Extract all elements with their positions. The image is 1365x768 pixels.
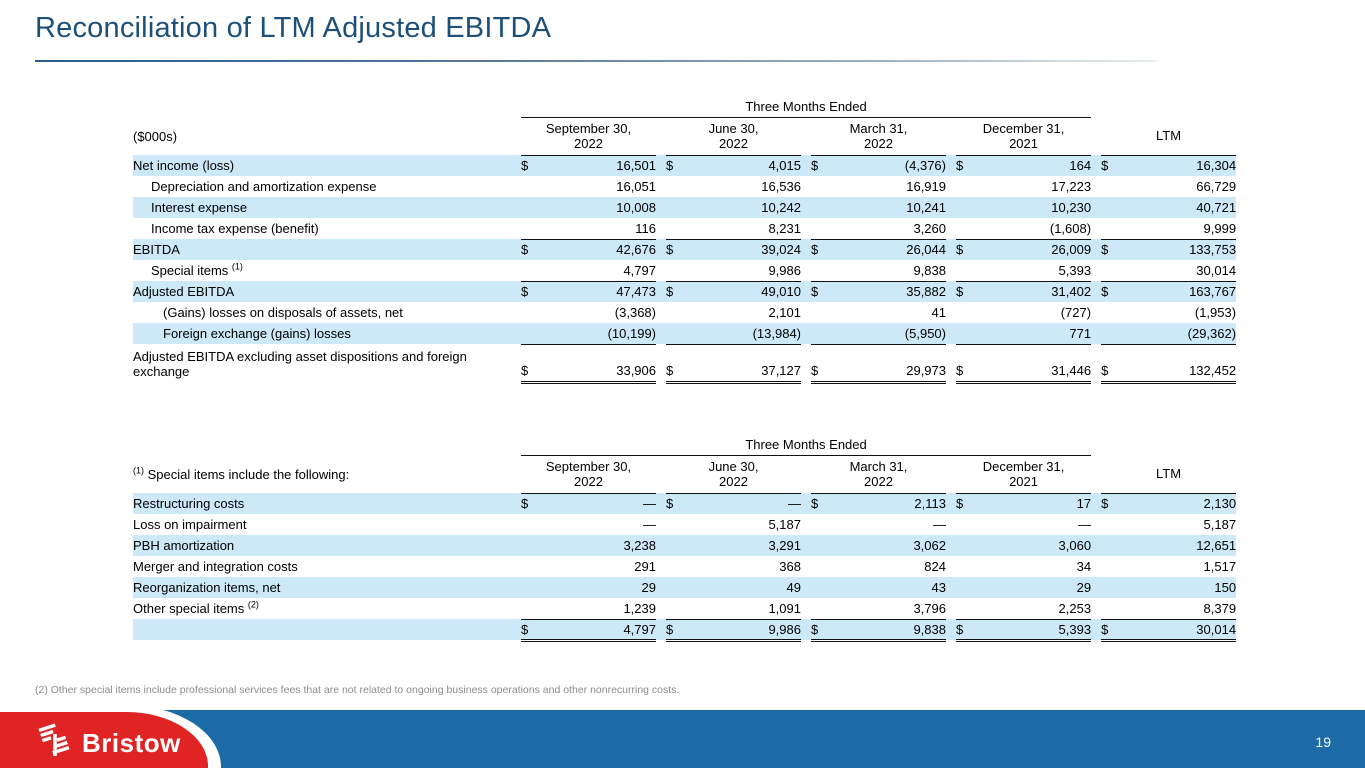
special-items-detail <box>133 434 1236 642</box>
value-cell: (29,362) <box>1121 323 1236 344</box>
value-cell: 2,130 <box>1121 493 1236 514</box>
value-cell: 10,242 <box>686 197 801 218</box>
dollar-sign-cell <box>521 218 541 239</box>
value-cell: 16,919 <box>906 179 946 194</box>
dollar-sign-cell <box>1101 176 1121 197</box>
dollar-sign-cell <box>811 218 831 239</box>
value-cell: 29 <box>976 577 1091 598</box>
dollar-sign-cell <box>666 577 686 598</box>
dollar-sign-cell <box>666 323 686 344</box>
dollar-sign-cell <box>1101 556 1121 577</box>
special-items-table-container <box>133 434 1236 642</box>
value-cell: 66,729 <box>1196 179 1237 194</box>
dollar-sign-cell: $ <box>666 155 686 176</box>
table-row <box>133 598 1236 619</box>
page-title: Reconciliation of LTM Adjusted EBITDA <box>35 12 552 44</box>
row-label: Merger and integration costs <box>133 559 298 574</box>
dollar-sign-cell <box>521 302 541 323</box>
row-label: (Gains) losses on disposals of assets, net <box>163 305 403 320</box>
value-cell: 2,113 <box>831 493 946 514</box>
value-cell: 4,797 <box>541 619 656 640</box>
value-cell: 5,187 <box>1203 517 1237 532</box>
dollar-sign-cell <box>521 514 541 535</box>
bristow-logo-text: Bristow <box>82 728 181 758</box>
value-cell: 1,517 <box>1203 559 1237 574</box>
value-cell: 49 <box>686 577 801 598</box>
dollar-sign-cell: $ <box>1101 239 1121 260</box>
value-cell: 3,260 <box>913 220 946 236</box>
table-row <box>133 323 1236 344</box>
value-cell: 9,838 <box>913 262 946 278</box>
value-cell: 132,452 <box>1121 344 1236 382</box>
dollar-sign-cell <box>811 556 831 577</box>
dollar-sign-cell <box>956 514 976 535</box>
value-cell: 16,051 <box>616 179 656 194</box>
dollar-sign-cell <box>956 218 976 239</box>
dollar-sign-cell <box>1101 302 1121 323</box>
column-header: March 31, 2022 <box>811 117 946 155</box>
dollar-sign-cell <box>521 535 541 556</box>
column-header: December 31, 2021 <box>956 455 1091 493</box>
value-cell: 29,973 <box>831 344 946 382</box>
table-row <box>133 176 1236 197</box>
value-cell: 163,767 <box>1121 281 1236 302</box>
table-row <box>133 556 1236 577</box>
row-label: Loss on impairment <box>133 517 247 532</box>
dollar-sign-cell <box>521 577 541 598</box>
dollar-sign-cell: $ <box>956 239 976 260</box>
row-label: Adjusted EBITDA <box>133 281 521 302</box>
dollar-sign-cell <box>956 323 976 344</box>
value-cell: — <box>933 517 946 532</box>
value-cell: 16,536 <box>761 179 801 194</box>
span-header: Three Months Ended <box>521 96 1091 117</box>
value-cell: 1,091 <box>768 600 801 616</box>
dollar-sign-cell <box>666 598 686 619</box>
value-cell: 3,060 <box>976 535 1091 556</box>
value-cell: 29 <box>541 577 656 598</box>
dollar-sign-cell: $ <box>811 281 831 302</box>
dollar-sign-cell: $ <box>956 344 976 382</box>
column-header: September 30, 2022 <box>521 117 656 155</box>
value-cell: 42,676 <box>541 239 656 260</box>
dollar-sign-cell <box>811 302 831 323</box>
dollar-sign-cell: $ <box>666 239 686 260</box>
dollar-sign-cell <box>1101 323 1121 344</box>
value-cell: (10,199) <box>541 323 656 344</box>
dollar-sign-cell <box>521 323 541 344</box>
value-cell: 5,393 <box>1058 262 1092 278</box>
value-cell: — <box>686 493 801 514</box>
dollar-sign-cell: $ <box>521 344 541 382</box>
row-label: Income tax expense (benefit) <box>151 221 319 236</box>
value-cell: 8,231 <box>768 220 801 236</box>
footer-bar <box>0 710 1365 768</box>
dollar-sign-cell <box>956 302 976 323</box>
value-cell: 12,651 <box>1121 535 1236 556</box>
row-label <box>133 619 521 640</box>
dollar-sign-cell <box>811 260 831 281</box>
value-cell: 1,239 <box>623 600 656 616</box>
row-label: Other special items $^{(2)}$ <box>133 599 259 616</box>
dollar-sign-cell <box>811 197 831 218</box>
dollar-sign-cell <box>811 535 831 556</box>
dollar-sign-cell <box>666 218 686 239</box>
table-row <box>133 302 1236 323</box>
dollar-sign-cell <box>956 197 976 218</box>
dollar-sign-cell <box>521 598 541 619</box>
dollar-sign-cell <box>811 598 831 619</box>
value-cell: 16,501 <box>541 155 656 176</box>
value-cell: 16,304 <box>1121 155 1236 176</box>
value-cell: 9,986 <box>686 619 801 640</box>
table-row <box>133 239 1236 260</box>
dollar-sign-cell <box>666 197 686 218</box>
value-cell: 17 <box>976 493 1091 514</box>
dollar-sign-cell <box>1101 577 1121 598</box>
value-cell: 5,187 <box>768 517 801 532</box>
table-row <box>133 514 1236 535</box>
ltm-ebitda-table-container <box>133 96 1236 384</box>
dollar-sign-cell <box>1101 514 1121 535</box>
dollar-sign-cell <box>521 176 541 197</box>
value-cell: 40,721 <box>1121 197 1236 218</box>
dollar-sign-cell <box>811 514 831 535</box>
value-cell: 34 <box>1076 559 1092 574</box>
dollar-sign-cell: $ <box>811 493 831 514</box>
span-header-row <box>133 434 1236 455</box>
value-cell: 35,882 <box>831 281 946 302</box>
dollar-sign-cell: $ <box>956 493 976 514</box>
dollar-sign-cell <box>1101 197 1121 218</box>
dollar-sign-cell <box>1101 260 1121 281</box>
table-row <box>133 218 1236 239</box>
dollar-sign-cell: $ <box>1101 155 1121 176</box>
value-cell: 30,014 <box>1196 262 1237 278</box>
dollar-sign-cell <box>521 260 541 281</box>
dollar-sign-cell: $ <box>1101 619 1121 640</box>
value-cell: 368 <box>779 559 801 574</box>
row-label: Reorganization items, net <box>133 577 521 598</box>
value-cell: 150 <box>1121 577 1236 598</box>
value-cell: 31,446 <box>976 344 1091 382</box>
dollar-sign-cell: $ <box>811 344 831 382</box>
value-cell: — <box>541 493 656 514</box>
ltm-adjusted-ebitda-reconciliation <box>133 96 1236 384</box>
dollar-sign-cell <box>956 176 976 197</box>
value-cell: 37,127 <box>686 344 801 382</box>
dollar-sign-cell: $ <box>666 344 686 382</box>
value-cell: (13,984) <box>686 323 801 344</box>
row-label: Special items $^{(1)}$ <box>151 261 243 278</box>
row-label: Foreign exchange (gains) losses <box>133 323 521 344</box>
dollar-sign-cell <box>666 302 686 323</box>
dollar-sign-cell <box>811 577 831 598</box>
value-cell: 3,062 <box>831 535 946 556</box>
dollar-sign-cell: $ <box>521 493 541 514</box>
dollar-sign-cell <box>956 577 976 598</box>
table-row <box>133 281 1236 302</box>
value-cell: 31,402 <box>976 281 1091 302</box>
value-cell: (1,608) <box>1049 220 1092 236</box>
value-cell: 116 <box>635 220 656 236</box>
table-row <box>133 155 1236 176</box>
table-row <box>133 577 1236 598</box>
table-row <box>133 197 1236 218</box>
value-cell: 771 <box>976 323 1091 344</box>
value-cell: (3,368) <box>614 305 656 320</box>
value-cell: 3,291 <box>686 535 801 556</box>
table-row <box>133 493 1236 514</box>
row-label: Restructuring costs <box>133 493 521 514</box>
dollar-sign-cell <box>666 556 686 577</box>
value-cell: 26,044 <box>831 239 946 260</box>
value-cell: 2,253 <box>1058 600 1092 616</box>
dollar-sign-cell <box>1101 535 1121 556</box>
dollar-sign-cell: $ <box>811 239 831 260</box>
value-cell: 4,015 <box>686 155 801 176</box>
value-cell: 49,010 <box>686 281 801 302</box>
dollar-sign-cell: $ <box>521 281 541 302</box>
dollar-sign-cell <box>956 260 976 281</box>
value-cell: 8,379 <box>1203 600 1237 616</box>
dollar-sign-cell <box>1101 218 1121 239</box>
title-divider <box>35 60 1157 62</box>
dollar-sign-cell: $ <box>956 155 976 176</box>
dollar-sign-cell: $ <box>666 281 686 302</box>
column-header: LTM <box>1101 455 1236 493</box>
dollar-sign-cell: $ <box>1101 281 1121 302</box>
value-cell: 41 <box>931 305 946 320</box>
value-cell: 3,796 <box>913 600 946 616</box>
dollar-sign-cell <box>956 598 976 619</box>
dollar-sign-cell: $ <box>666 619 686 640</box>
column-header: June 30, 2022 <box>666 455 801 493</box>
table-row <box>133 535 1236 556</box>
dollar-sign-cell: $ <box>811 619 831 640</box>
corner-label: $^{(1)}$ Special items include the following: <box>133 465 350 482</box>
value-cell: 9,838 <box>831 619 946 640</box>
page-number: 19 <box>1315 734 1331 750</box>
dollar-sign-cell: $ <box>521 155 541 176</box>
row-label: PBH amortization <box>133 535 521 556</box>
value-cell: 43 <box>831 577 946 598</box>
dollar-sign-cell: $ <box>521 619 541 640</box>
dollar-sign-cell: $ <box>811 155 831 176</box>
footnote: (2) Other special items include professional services fees that are not related to ongoing business operations and other nonrecurring costs. <box>35 684 680 696</box>
value-cell: 9,986 <box>768 262 801 278</box>
dollar-sign-cell <box>666 176 686 197</box>
dollar-sign-cell: $ <box>666 493 686 514</box>
bristow-logo <box>38 722 181 765</box>
span-header-row <box>133 96 1236 117</box>
value-cell: 30,014 <box>1121 619 1236 640</box>
value-cell: 2,101 <box>768 305 801 320</box>
row-label: EBITDA <box>133 239 521 260</box>
corner-label: ($000s) <box>133 128 178 144</box>
table-row <box>133 260 1236 281</box>
column-header: December 31, 2021 <box>956 117 1091 155</box>
dollar-sign-cell <box>521 556 541 577</box>
table-row <box>133 619 1236 640</box>
value-cell: 4,797 <box>623 262 656 278</box>
value-cell: (727) <box>1060 305 1092 320</box>
dollar-sign-cell: $ <box>956 281 976 302</box>
value-cell: 291 <box>634 559 656 574</box>
value-cell: 39,024 <box>686 239 801 260</box>
value-cell: 26,009 <box>976 239 1091 260</box>
column-header: LTM <box>1101 117 1236 155</box>
value-cell: 9,999 <box>1203 220 1237 236</box>
value-cell: (1,953) <box>1194 305 1237 320</box>
value-cell: 824 <box>924 559 946 574</box>
column-header: June 30, 2022 <box>666 117 801 155</box>
value-cell: 5,393 <box>976 619 1091 640</box>
value-cell: 47,473 <box>541 281 656 302</box>
row-label: Interest expense <box>133 197 521 218</box>
value-cell: 3,238 <box>541 535 656 556</box>
value-cell: 17,223 <box>1051 179 1092 194</box>
table-row <box>133 344 1236 382</box>
dollar-sign-cell: $ <box>521 239 541 260</box>
column-header-row <box>133 117 1236 155</box>
row-label: Depreciation and amortization expense <box>151 179 377 194</box>
dollar-sign-cell <box>666 260 686 281</box>
dollar-sign-cell <box>956 535 976 556</box>
value-cell: — <box>1078 517 1092 532</box>
value-cell: — <box>643 517 656 532</box>
dollar-sign-cell: $ <box>956 619 976 640</box>
column-header-row <box>133 455 1236 493</box>
span-header: Three Months Ended <box>521 434 1091 455</box>
column-header: September 30, 2022 <box>521 455 656 493</box>
value-cell: 33,906 <box>541 344 656 382</box>
column-header: March 31, 2022 <box>811 455 946 493</box>
value-cell: 10,241 <box>831 197 946 218</box>
bristow-rotor-icon <box>38 722 74 765</box>
row-label: Net income (loss) <box>133 155 521 176</box>
value-cell: (5,950) <box>831 323 946 344</box>
dollar-sign-cell <box>666 535 686 556</box>
dollar-sign-cell <box>666 514 686 535</box>
row-label: Adjusted EBITDA excluding asset dispositions and foreign exchange <box>133 349 467 379</box>
dollar-sign-cell: $ <box>1101 344 1121 382</box>
value-cell: 133,753 <box>1121 239 1236 260</box>
dollar-sign-cell <box>521 197 541 218</box>
dollar-sign-cell <box>956 556 976 577</box>
value-cell: 164 <box>976 155 1091 176</box>
dollar-sign-cell <box>811 176 831 197</box>
value-cell: 10,230 <box>976 197 1091 218</box>
dollar-sign-cell: $ <box>1101 493 1121 514</box>
dollar-sign-cell <box>811 323 831 344</box>
value-cell: (4,376) <box>831 155 946 176</box>
dollar-sign-cell <box>1101 598 1121 619</box>
value-cell: 10,008 <box>541 197 656 218</box>
